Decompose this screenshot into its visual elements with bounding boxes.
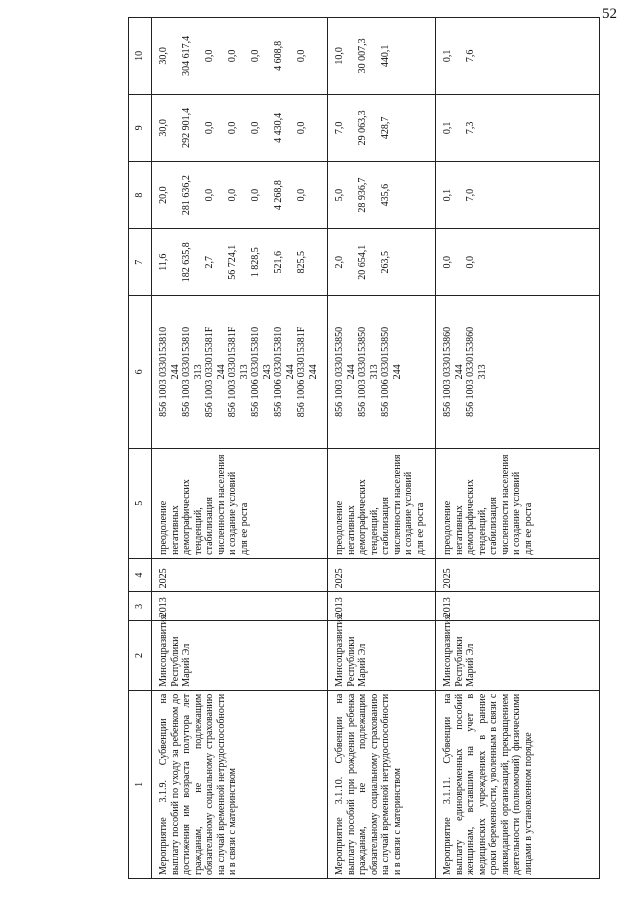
goal-line: преодоление [158, 500, 169, 555]
goal-line: численности населения [391, 454, 403, 555]
amount-value: 2,0 [334, 255, 345, 269]
amount-cell-c9 [436, 94, 600, 161]
budget-code-line: 856 1003 033015381F [204, 326, 215, 418]
budget-code-line: 244 [215, 364, 227, 380]
goal-line: негативных [453, 505, 465, 555]
goal-line: негативных [169, 505, 181, 555]
budget-code-line: 313 [192, 364, 204, 380]
amount-value: 0,0 [250, 49, 261, 63]
amount-value: 20,0 [158, 186, 169, 204]
budget-code-line: 313 [368, 364, 380, 380]
column-number-row [129, 18, 152, 879]
start-year-cell: 2013 [328, 592, 436, 621]
executor-line: Республики [169, 636, 181, 687]
budget-code-line: 244 [391, 364, 403, 380]
amount-cell-c7 [152, 229, 328, 296]
goal-cell [152, 448, 328, 558]
goal-line: стабилизация [380, 497, 391, 555]
amount-cell-c7 [328, 229, 436, 296]
budget-code-line: 856 1003 0330153850 [334, 326, 345, 417]
amount-value: 28 936,7 [357, 177, 368, 213]
amount-value: 0,0 [465, 255, 476, 269]
amount-value: 7,0 [465, 188, 476, 202]
goal-cell [328, 448, 436, 558]
budget-code-line: 856 1003 0330153810 [181, 326, 192, 417]
goal-line: преодоление [334, 500, 345, 555]
amount-value: 0,0 [296, 49, 307, 63]
amount-cell-c10 [152, 18, 328, 95]
goal-line: для ее роста [522, 502, 534, 555]
amount-cell-c10 [328, 18, 436, 95]
measure-row [328, 18, 436, 879]
budget-code-line: 856 1006 0330153810 [273, 326, 284, 417]
goal-line: преодоление [442, 500, 453, 555]
amount-cell-c8 [436, 161, 600, 228]
goal-line: стабилизация [204, 497, 215, 555]
amount-value: 7,3 [465, 121, 476, 135]
goal-line: демографических [357, 479, 368, 555]
amount-value: 428,7 [380, 116, 391, 140]
executor-line: Республики [345, 636, 357, 687]
end-year-cell: 2025 [436, 558, 600, 592]
amount-value: 0,0 [250, 188, 261, 202]
goal-cell [436, 448, 600, 558]
budget-code-line: 243 [261, 364, 273, 380]
executor-line: Минсоцразвития [158, 614, 169, 687]
amount-value: 5,0 [334, 188, 345, 202]
budget-code-line: 244 [284, 364, 296, 380]
budget-code-line: 856 1003 0330153850 [357, 326, 368, 417]
budget-code-cell [436, 296, 600, 448]
start-year-cell: 2013 [436, 592, 600, 621]
amount-value: 281 636,2 [181, 175, 192, 216]
goal-line: тенденций, [368, 507, 380, 555]
executor-line: Минсоцразвития [442, 614, 453, 687]
amount-value: 182 635,8 [181, 242, 192, 283]
amount-value: 435,6 [380, 183, 391, 207]
amount-cell-c9 [328, 94, 436, 161]
column-number: 3 [129, 592, 152, 621]
executor-line: Минсоцразвития [334, 614, 345, 687]
goal-line: демографических [181, 479, 192, 555]
executor-line: Марий Эл [181, 643, 192, 687]
budget-code-line: 856 1003 0330153860 [442, 326, 453, 417]
amount-value: 0,0 [296, 121, 307, 135]
end-year-cell: 2025 [328, 558, 436, 592]
amount-value: 304 617,4 [181, 35, 192, 76]
amount-cell-c9 [152, 94, 328, 161]
goal-line: стабилизация [488, 497, 499, 555]
budget-code-line: 313 [238, 364, 250, 380]
goal-line: для ее роста [414, 502, 426, 555]
column-number: 6 [129, 296, 152, 448]
budget-code-line: 244 [169, 364, 181, 380]
goal-line: и создание условий [403, 471, 414, 555]
measure-description-cell: Мероприятие 3.1.9. Субвенции на выплату пособий по уходу за ребенком до достижения им возраста полутора лет гражданам, не подлежащим обязательному социальному страхованию на случай временной нетрудоспособности и в связи с материнством [152, 690, 328, 878]
amount-value: 7,0 [334, 121, 345, 135]
measure-description-cell: Мероприятие 3.1.11. Субвенции на выплату единовременных пособий женщинам, вставшим на учет в медицинских учреждениях в ранние сроки беременности, уволенным в связи с ликвидацией организаций, прекращением деятельности (полномочий) физическими лицами в установленном порядке [436, 690, 600, 878]
amount-value: 30,0 [158, 47, 169, 65]
budget-code-line: 856 1003 033015381F [227, 326, 238, 418]
column-number: 4 [129, 558, 152, 592]
measure-description-cell: Мероприятие 3.1.10. Субвенции на выплату пособий при рождении ребенка гражданам, не подлежащим обязательному социальному страхованию на случай временной нетрудоспособности и в связи с материнством [328, 690, 436, 878]
amount-value: 0,0 [204, 49, 215, 63]
amount-cell-c7 [436, 229, 600, 296]
amount-value: 4 268,8 [273, 180, 284, 211]
amount-value: 0,0 [227, 188, 238, 202]
budget-code-line: 244 [345, 364, 357, 380]
executor-line: Марий Эл [465, 643, 476, 687]
amount-value: 1 828,5 [250, 247, 261, 278]
column-number: 9 [129, 94, 152, 161]
executor-line: Марий Эл [357, 643, 368, 687]
amount-value: 30 007,3 [357, 38, 368, 74]
amount-value: 10,0 [334, 47, 345, 65]
budget-code-cell [328, 296, 436, 448]
program-measures-table [128, 17, 600, 879]
goal-line: численности населения [215, 454, 227, 555]
budget-code-line: 856 1006 0330153810 [250, 326, 261, 417]
amount-value: 0,0 [296, 188, 307, 202]
amount-value: 825,5 [296, 250, 307, 274]
column-number: 7 [129, 229, 152, 296]
executor-cell [328, 614, 436, 691]
amount-value: 29 063,3 [357, 110, 368, 146]
goal-line: тенденций, [476, 507, 488, 555]
rotated-table-wrapper [128, 17, 620, 879]
executor-cell [152, 614, 328, 691]
amount-value: 0,1 [442, 49, 453, 63]
amount-value: 0,0 [442, 255, 453, 269]
amount-value: 20 654,1 [357, 244, 368, 280]
amount-value: 0,0 [250, 121, 261, 135]
amount-value: 0,0 [227, 49, 238, 63]
amount-value: 4 430,4 [273, 112, 284, 143]
amount-value: 56 724,1 [227, 244, 238, 280]
budget-code-line: 856 1006 033015381F [296, 326, 307, 418]
amount-cell-c8 [152, 161, 328, 228]
amount-value: 0,0 [204, 188, 215, 202]
amount-value: 11,6 [158, 253, 169, 271]
budget-code-line: 856 1003 0330153860 [465, 326, 476, 417]
column-number: 8 [129, 161, 152, 228]
budget-code-line: 856 1003 0330153810 [158, 326, 169, 417]
page-number: 52 [602, 6, 617, 22]
amount-value: 521,6 [273, 250, 284, 274]
goal-line: для ее роста [238, 502, 250, 555]
budget-code-line: 244 [307, 364, 319, 380]
budget-code-line: 856 1006 0330153850 [380, 326, 391, 417]
measure-row [436, 18, 600, 879]
column-number: 1 [129, 690, 152, 878]
amount-value: 292 901,4 [181, 107, 192, 148]
amount-cell-c10 [436, 18, 600, 95]
goal-line: и создание условий [511, 471, 522, 555]
amount-value: 4 608,8 [273, 40, 284, 71]
goal-line: демографических [465, 479, 476, 555]
measure-row [152, 18, 328, 879]
start-year-cell: 2013 [152, 592, 328, 621]
executor-cell [436, 614, 600, 691]
amount-value: 2,7 [204, 255, 215, 269]
budget-code-line: 244 [453, 364, 465, 380]
goal-line: численности населения [499, 454, 511, 555]
amount-cell-c8 [328, 161, 436, 228]
amount-value: 0,1 [442, 188, 453, 202]
column-number: 2 [129, 621, 152, 691]
goal-line: и создание условий [227, 471, 238, 555]
amount-value: 263,5 [380, 250, 391, 274]
budget-code-line: 313 [476, 364, 488, 380]
amount-value: 440,1 [380, 44, 391, 68]
column-number: 5 [129, 448, 152, 558]
amount-value: 30,0 [158, 119, 169, 137]
amount-value: 0,0 [204, 121, 215, 135]
executor-line: Республики [453, 636, 465, 687]
end-year-cell: 2025 [152, 558, 328, 592]
goal-line: тенденций, [192, 507, 204, 555]
goal-line: негативных [345, 505, 357, 555]
amount-value: 7,6 [465, 49, 476, 63]
column-number: 10 [129, 18, 152, 95]
budget-code-cell [152, 296, 328, 448]
amount-value: 0,1 [442, 121, 453, 135]
amount-value: 0,0 [227, 121, 238, 135]
